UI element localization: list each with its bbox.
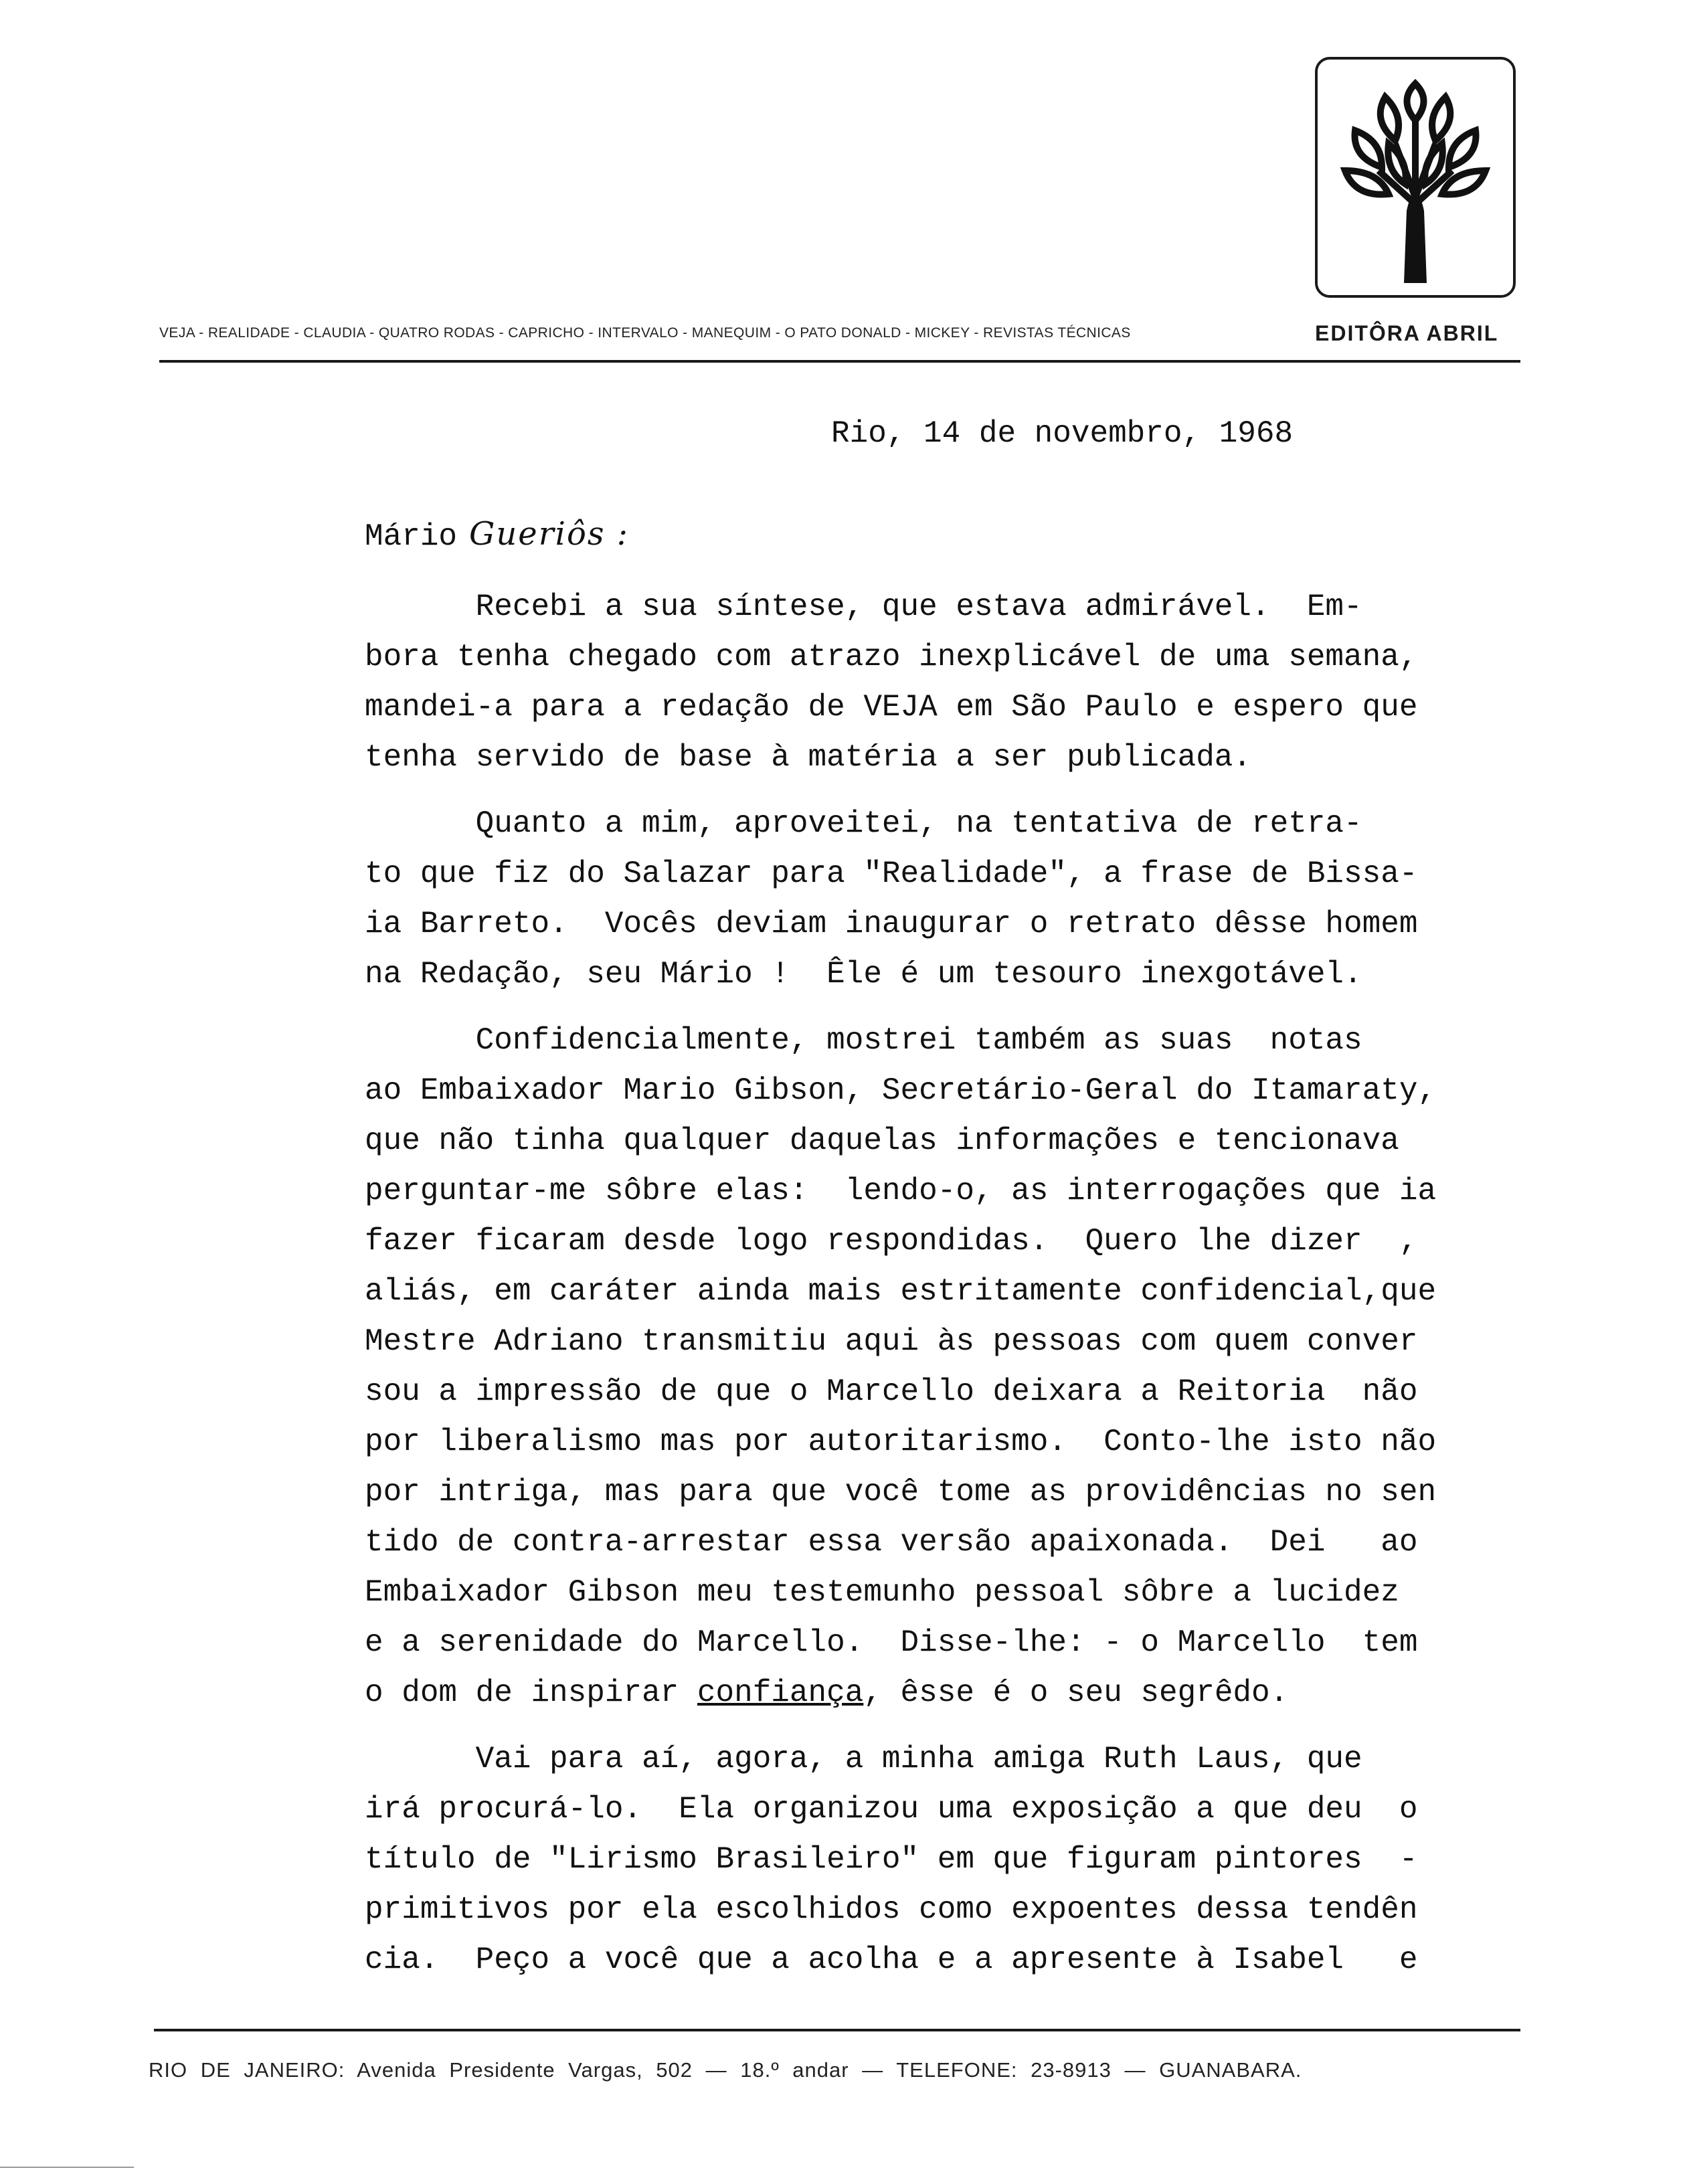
text-line: aliás, em caráter ainda mais estritamente confidencial,que — [365, 1274, 1437, 1309]
paragraph-4 — [365, 1734, 1536, 1985]
publications-list: VEJA - REALIDADE - CLAUDIA - QUATRO RODAS - CAPRICHO - INTERVALO - MANEQUIM - O PATO DONALD - MICKEY - REVISTAS TÉCNICAS — [159, 325, 1131, 341]
text-line: sou a impressão de que o Marcello deixara a Reitoria não — [365, 1374, 1418, 1409]
paragraph-1 — [365, 582, 1536, 783]
text-line: perguntar-me sôbre elas: lendo-o, as interrogações que ia — [365, 1174, 1437, 1208]
salutation-handwritten: Gueriôs : — [469, 515, 629, 553]
text-line: cia. Peço a você que a acolha e a apresente à Isabel e — [365, 1942, 1418, 1977]
text-line: bora tenha chegado com atrazo inexplicável de uma semana, — [365, 640, 1418, 674]
text-line: Quanto a mim, aproveitei, na tentativa de retra- — [365, 806, 1362, 841]
text-line: tido de contra-arrestar essa versão apaixonada. Dei ao — [365, 1525, 1418, 1560]
text-line: Confidencialmente, mostrei também as suas notas — [365, 1023, 1362, 1058]
editora-abril-logo — [1315, 57, 1516, 298]
text-line: título de "Lirismo Brasileiro" em que figuram pintores - — [365, 1842, 1418, 1877]
text-line: na Redação, seu Mário ! Êle é um tesouro inexgotável. — [365, 957, 1362, 992]
salutation — [365, 515, 629, 554]
underlined-word: confiança — [697, 1675, 864, 1710]
text-line: tenha servido de base à matéria a ser publicada. — [365, 740, 1252, 775]
text-line: e a serenidade do Marcello. Disse-lhe: - o Marcello tem — [365, 1625, 1418, 1660]
text-line: mandei-a para a redação de VEJA em São Paulo e espero que — [365, 690, 1418, 725]
text-line: fazer ficaram desde logo respondidas. Quero lhe dizer , — [365, 1224, 1418, 1259]
text-line: Embaixador Gibson meu testemunho pessoal sôbre a lucidez — [365, 1575, 1399, 1610]
paragraph-2 — [365, 799, 1536, 1000]
text-line: o dom de inspirar confiança, êsse é o seu segrêdo. — [365, 1675, 1289, 1710]
text-line: Mestre Adriano transmitiu aqui às pessoas com quem conver — [365, 1324, 1418, 1359]
text-line: ao Embaixador Mario Gibson, Secretário-Geral do Itamaraty, — [365, 1073, 1437, 1108]
letter-body — [365, 582, 1536, 2001]
text-line: por liberalismo mas por autoritarismo. Conto-lhe isto não — [365, 1425, 1437, 1459]
text-line: que não tinha qualquer daquelas informações e tencionava — [365, 1123, 1399, 1158]
scan-edge-mark — [0, 2167, 134, 2168]
paragraph-3 — [365, 1016, 1536, 1718]
footer-address: RIO DE JANEIRO: Avenida Presidente Vargas, 502 — 18.º andar — TELEFONE: 23-8913 — GUANABARA. — [149, 2058, 1302, 2082]
salutation-typed: Mário — [365, 519, 458, 554]
letter-date: Rio, 14 de novembro, 1968 — [831, 416, 1294, 451]
publisher-name: EDITÔRA ABRIL — [1315, 321, 1499, 345]
text-line: irá procurá-lo. Ela organizou uma exposição a que deu o — [365, 1792, 1418, 1827]
text-line: Vai para aí, agora, a minha amiga Ruth Laus, que — [365, 1742, 1362, 1777]
text-line: primitivos por ela escolhidos como expoentes dessa tendên — [365, 1892, 1418, 1927]
letterhead-divider — [159, 360, 1520, 363]
text-line: Recebi a sua síntese, que estava admirável. Em- — [365, 589, 1362, 624]
footer-divider — [154, 2029, 1520, 2031]
tree-icon — [1332, 70, 1499, 284]
text-line: por intriga, mas para que você tome as providências no sen — [365, 1475, 1437, 1510]
text-line: ia Barreto. Vocês deviam inaugurar o retrato dêsse homem — [365, 907, 1418, 941]
text-line: to que fiz do Salazar para "Realidade", a frase de Bissa- — [365, 856, 1418, 891]
